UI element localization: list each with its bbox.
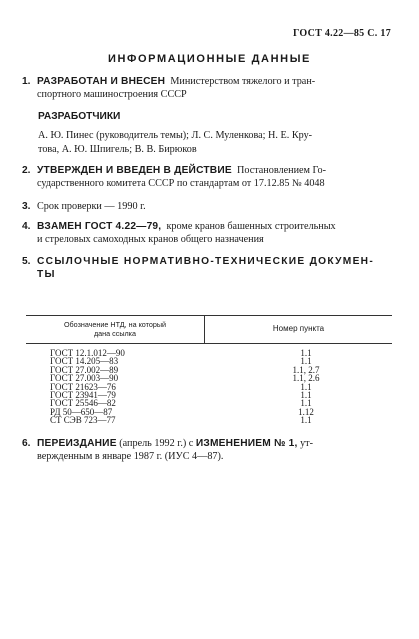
table-cell-clause: 1.1 xyxy=(300,381,312,392)
section-2 xyxy=(22,164,394,190)
table-cell-document: ГОСТ 14.205—83 xyxy=(50,356,119,367)
section-4-text-line2: и стреловых самоходных кранов общего назначения xyxy=(37,234,264,245)
reference-table xyxy=(26,315,392,426)
section-4-text-line1: кроме кранов башенных строительных xyxy=(166,221,336,232)
table-header-rule xyxy=(26,343,392,344)
section-4-number: 4. xyxy=(22,221,31,232)
table-header-document: Обозначение НТД, на который дана ссылка xyxy=(63,320,167,338)
section-3-text: Срок проверки — 1990 г. xyxy=(37,201,146,212)
table-header-clause: Номер пункта xyxy=(272,324,325,333)
table-cell-document: ГОСТ 23941—79 xyxy=(50,389,116,400)
table-cell-clause: 1.1, 2.6 xyxy=(292,373,320,384)
section-1-number: 1. xyxy=(22,76,31,87)
section-6-line2: вержденным в январе 1987 г. (ИУС 4—87). xyxy=(37,451,224,462)
table-cell-clause: 1.1 xyxy=(300,356,312,367)
table-cell-document: ГОСТ 27.002—89 xyxy=(50,364,119,375)
table-cell-clause: 1.1 xyxy=(300,389,312,400)
section-4-heading: ВЗАМЕН ГОСТ 4.22—79, xyxy=(37,221,162,232)
table-row xyxy=(26,416,392,424)
developers-line2: това, А. Ю. Шпигель; В. В. Бирюков xyxy=(38,144,197,155)
section-2-number: 2. xyxy=(22,165,31,176)
table-cell-document: ГОСТ 27.003—90 xyxy=(50,373,119,384)
section-6-number: 6. xyxy=(22,438,31,449)
table-cell-document: СТ СЭВ 723—77 xyxy=(50,415,116,426)
section-6-text-c: ут- xyxy=(300,438,314,449)
table-cell-clause: 1.12 xyxy=(298,406,314,417)
table-cell-document: РД 50—650—87 xyxy=(50,406,113,417)
table-cell-document: ГОСТ 25546—82 xyxy=(50,398,116,409)
section-6-amendment: ИЗМЕНЕНИЕМ № 1, xyxy=(195,438,298,449)
developers-heading: РАЗРАБОТЧИКИ xyxy=(38,111,121,122)
section-5-heading-cont: ТЫ xyxy=(37,269,56,280)
section-4 xyxy=(22,220,394,246)
developers-line1: А. Ю. Пинес (руководитель темы); Л. С. Муленкова; Н. Е. Кру- xyxy=(38,130,313,141)
section-1-text-line2: спортного машиностроения СССР xyxy=(37,89,187,100)
section-1-text-line1: Министерством тяжелого и тран- xyxy=(170,76,316,87)
section-5-number: 5. xyxy=(22,256,31,267)
table-cell-clause: 1.1, 2.7 xyxy=(292,364,320,375)
table-cell-clause: 1.1 xyxy=(300,348,312,358)
table-cell-clause: 1.1 xyxy=(300,398,312,409)
section-6 xyxy=(22,437,394,463)
section-3 xyxy=(22,200,394,213)
section-1-heading: РАЗРАБОТАН И ВНЕСЕН xyxy=(37,76,166,87)
table-body xyxy=(26,349,392,425)
table-cell-clause: 1.1 xyxy=(300,415,312,426)
table-cell-document: ГОСТ 21623—76 xyxy=(50,381,116,392)
page-title: ИНФОРМАЦИОННЫЕ ДАННЫЕ xyxy=(107,53,311,65)
section-5 xyxy=(22,255,394,281)
section-6-heading: ПЕРЕИЗДАНИЕ xyxy=(37,438,117,449)
section-2-heading: УТВЕРЖДЕН И ВВЕДЕН В ДЕЙСТВИЕ xyxy=(37,165,232,176)
developers-list xyxy=(38,129,394,157)
section-6-text-a: (апрель 1992 г.) с xyxy=(119,438,194,449)
section-2-text-line1: Постановлением Го- xyxy=(236,165,327,176)
page-header: ГОСТ 4.22—85 С. 17 xyxy=(292,28,391,39)
table-cell-document: ГОСТ 12.1.012—90 xyxy=(50,348,125,358)
table-top-rule xyxy=(26,315,392,316)
section-2-text-line2: сударственного комитета СССР по стандартам от 17.12.85 № 4048 xyxy=(37,178,325,189)
section-3-number: 3. xyxy=(22,201,31,212)
section-1 xyxy=(22,75,394,101)
section-5-heading: ССЫЛОЧНЫЕ НОРМАТИВНО-ТЕХНИЧЕСКИЕ ДОКУМЕН- xyxy=(37,256,375,267)
